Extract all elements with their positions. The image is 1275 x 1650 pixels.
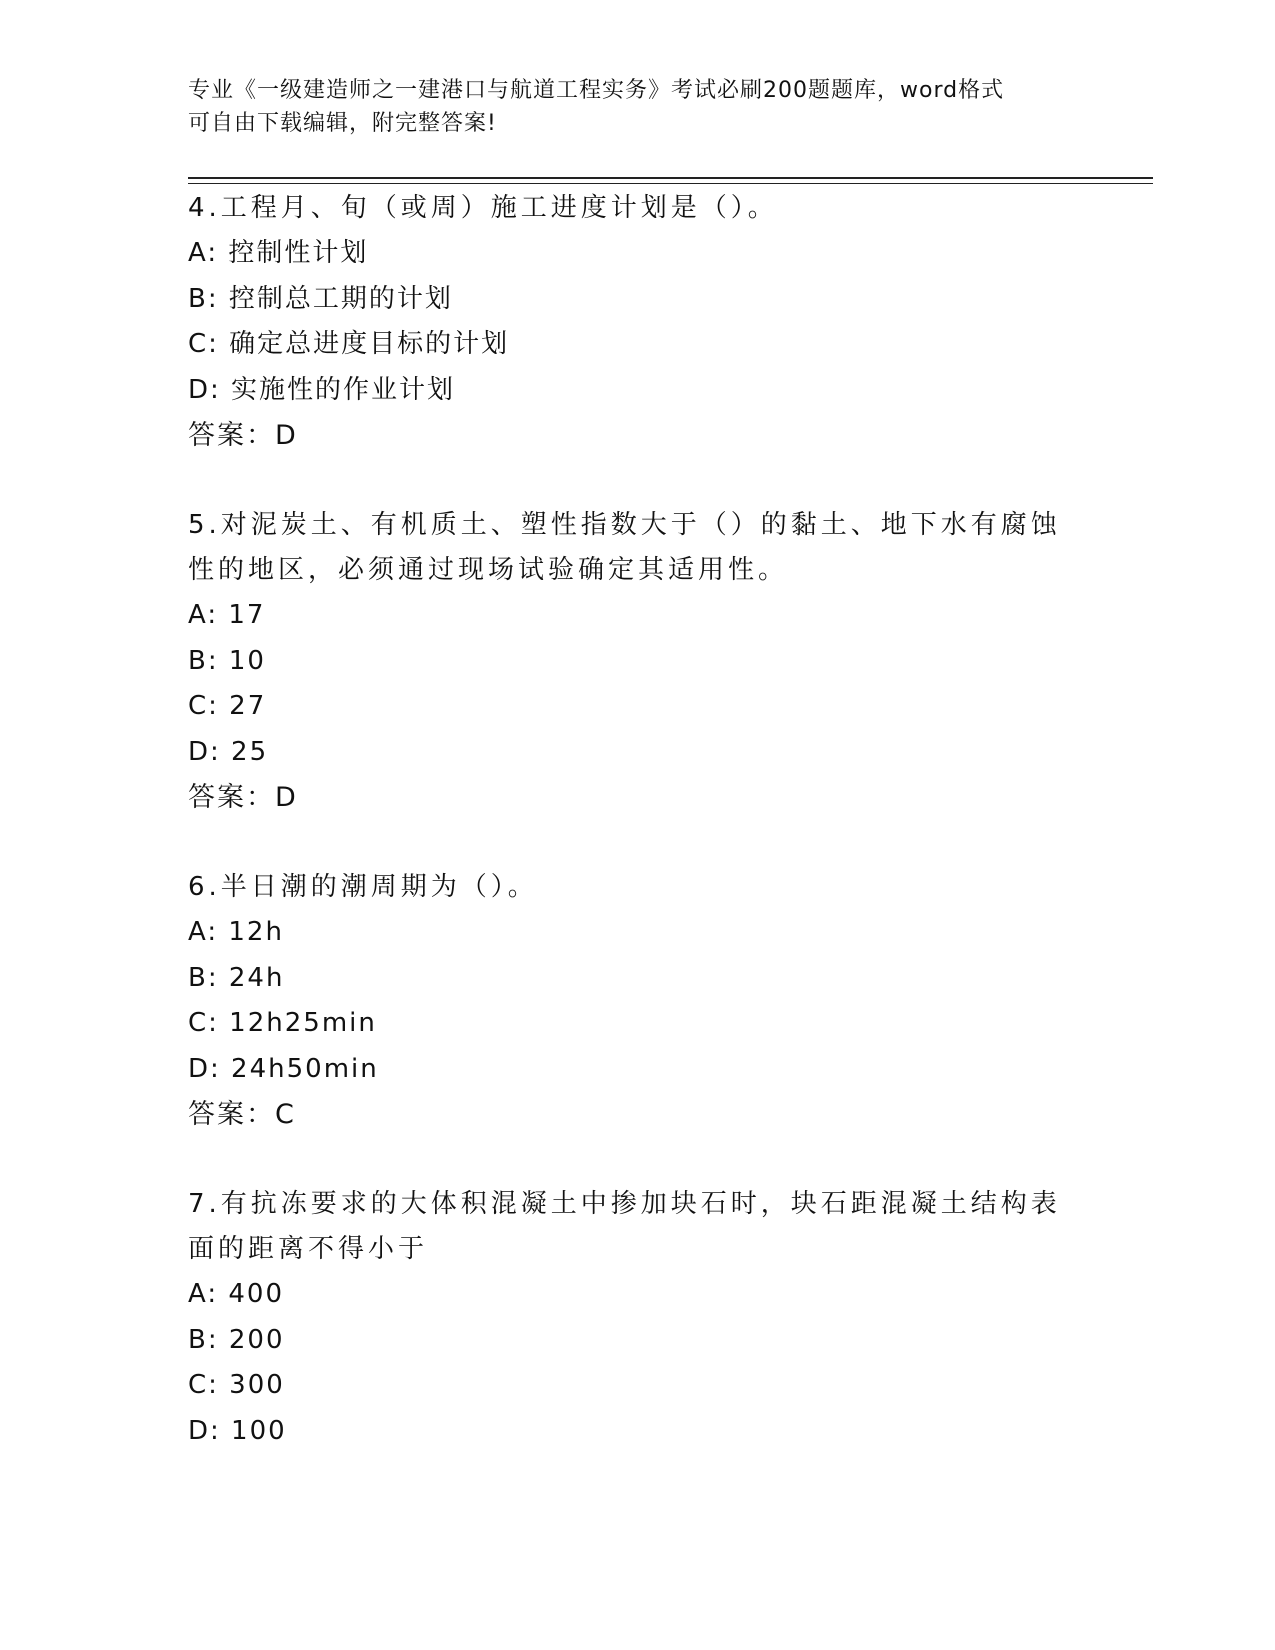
option-c: C: 12h25min [188, 1008, 377, 1038]
option-c: C: 确定总进度目标的计划 [188, 329, 510, 359]
option-b: B: 控制总工期的计划 [188, 283, 453, 314]
question-4 [188, 186, 1068, 459]
question-5 [188, 503, 1068, 821]
question-7 [188, 1182, 1068, 1454]
question-stem: 7.有抗冻要求的大体积混凝土中掺加块石时，块石距混凝土结构表面的距离不得小于 [188, 1189, 1061, 1264]
header-line-1: 专业《一级建造师之一建港口与航道工程实务》考试必刷200题题库，word格式 [188, 78, 1005, 103]
header-divider-thick [188, 177, 1153, 179]
option-b: B: 10 [188, 645, 266, 676]
question-stem: 6.半日潮的潮周期为（）。 [188, 872, 538, 902]
option-c: C: 300 [188, 1370, 285, 1400]
option-a: A: 17 [188, 600, 266, 630]
option-b: B: 24h [188, 962, 285, 993]
option-c: C: 27 [188, 691, 267, 721]
question-stem: 5.对泥炭土、有机质土、塑性指数大于（）的黏土、地下水有腐蚀性的地区，必须通过现场试验确定其适用性。 [188, 510, 1061, 585]
option-d: D: 100 [188, 1415, 287, 1446]
option-a: A: 400 [188, 1279, 284, 1309]
option-b: B: 200 [188, 1324, 285, 1355]
option-a: A: 控制性计划 [188, 238, 369, 268]
option-d: D: 实施性的作业计划 [188, 374, 456, 405]
answer-label: 答案：D [188, 782, 298, 813]
answer-label: 答案：D [188, 420, 298, 451]
document-header [188, 74, 1068, 140]
header-divider-thin [188, 183, 1153, 184]
option-a: A: 12h [188, 917, 284, 947]
answer-label: 答案：C [188, 1099, 296, 1130]
header-line-2: 可自由下载编辑，附完整答案! [188, 111, 497, 136]
option-d: D: 24h50min [188, 1053, 379, 1084]
option-d: D: 25 [188, 736, 269, 767]
question-stem: 4.工程月、旬（或周）施工进度计划是（）。 [188, 193, 778, 223]
question-6 [188, 865, 1068, 1138]
